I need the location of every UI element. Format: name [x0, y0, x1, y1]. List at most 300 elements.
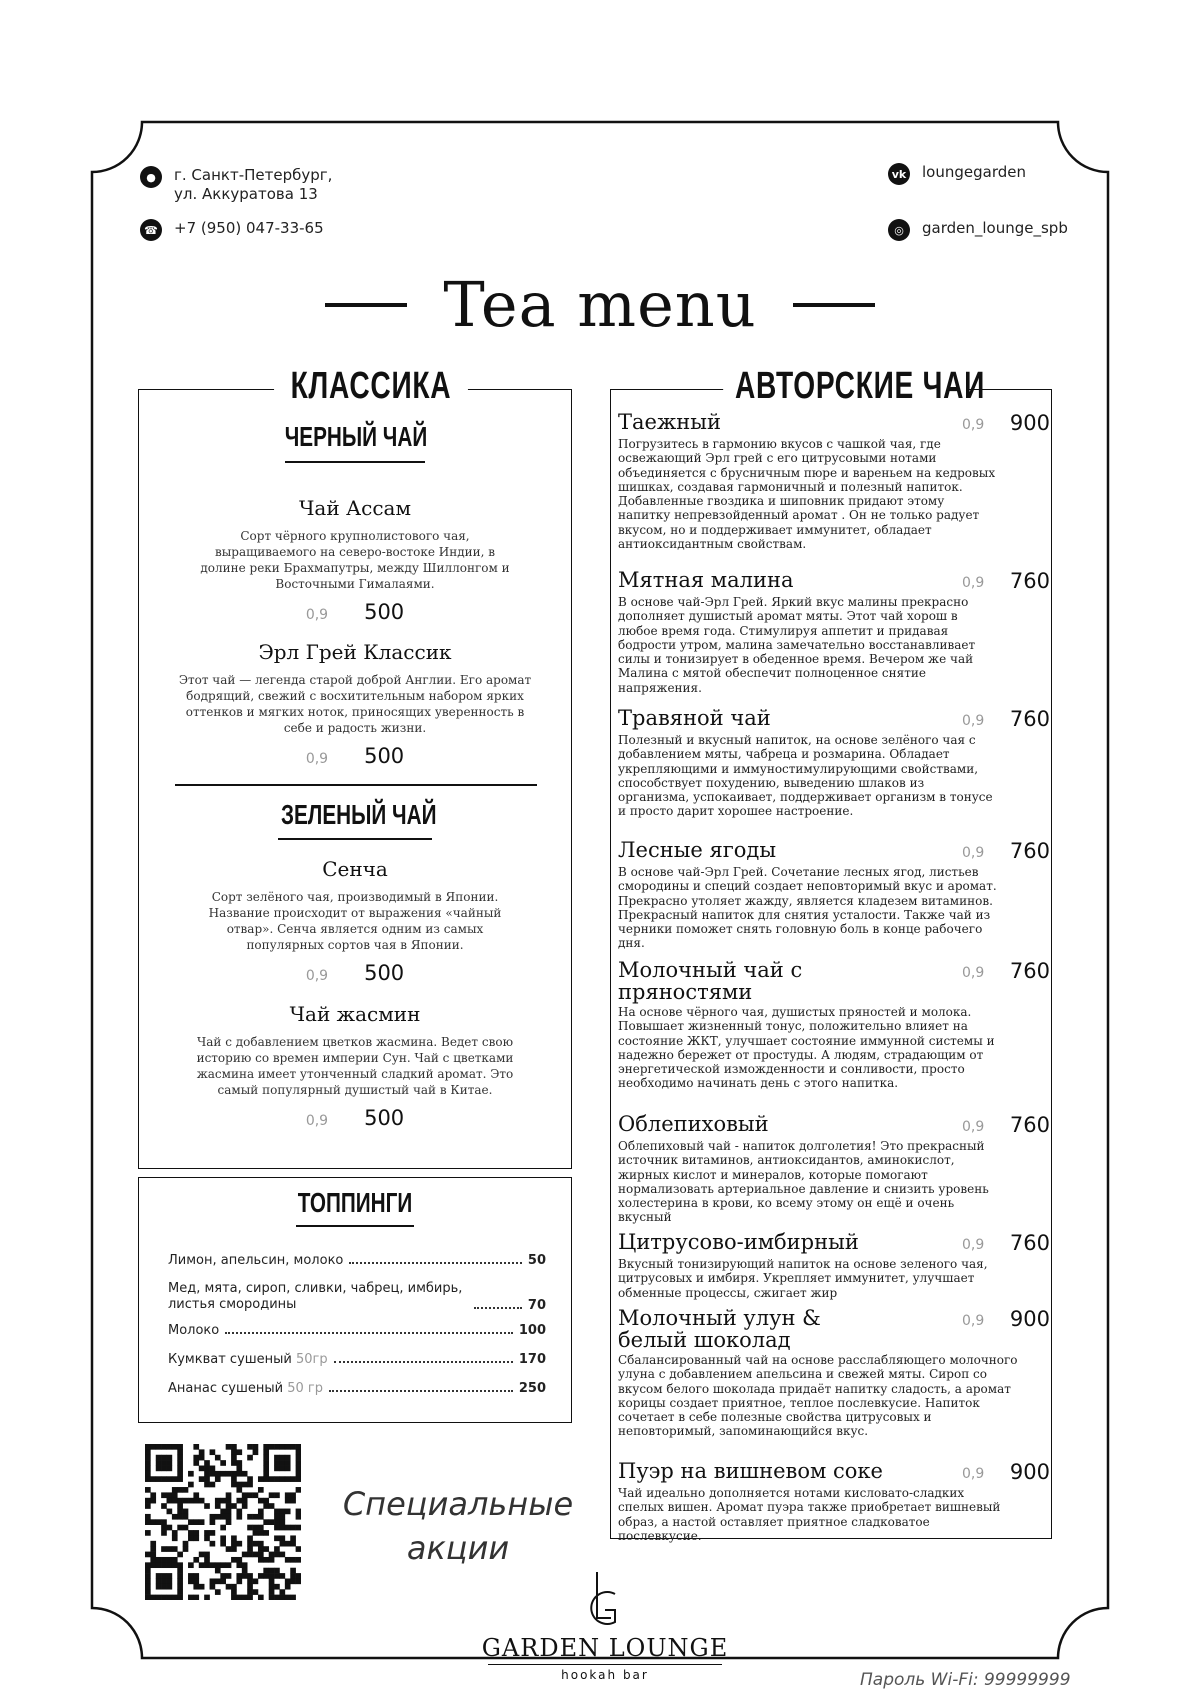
qr-module	[188, 1530, 194, 1536]
qr-module	[269, 1444, 275, 1450]
qr-module	[167, 1562, 173, 1568]
item-price: 760	[1009, 839, 1050, 863]
qr-module	[167, 1509, 173, 1515]
qr-module	[177, 1444, 183, 1450]
author-item-milk-spices	[618, 959, 1050, 1091]
author-heading: АВТОРСКИЕ ЧАИ	[723, 365, 969, 408]
qr-module	[269, 1476, 275, 1482]
qr-module	[296, 1514, 301, 1520]
qr-module	[263, 1444, 269, 1450]
qr-module	[188, 1535, 194, 1541]
qr-module	[285, 1476, 291, 1482]
qr-module	[188, 1573, 194, 1579]
qr-module	[247, 1525, 253, 1531]
qr-module	[183, 1498, 189, 1504]
title-dash-left	[325, 303, 407, 307]
qr-module	[274, 1460, 280, 1466]
qr-module	[172, 1595, 178, 1600]
qr-module	[263, 1455, 269, 1461]
qr-module	[167, 1573, 173, 1579]
qr-module	[253, 1444, 259, 1450]
qr-module	[161, 1476, 167, 1482]
qr-module	[204, 1552, 210, 1558]
qr-module	[258, 1487, 264, 1493]
qr-module	[226, 1584, 232, 1590]
qr-module	[188, 1595, 194, 1600]
item-desc: Чай идеально дополняется нотами кисловато-сладких спелых вишен. Аромат пуэра также приобретает вишневый образ, а настой оставляет приятное сладковатое послевкусие.	[618, 1486, 1001, 1543]
qr-module	[231, 1595, 237, 1600]
qr-module	[274, 1455, 280, 1461]
qr-module	[226, 1503, 232, 1509]
qr-module	[236, 1509, 242, 1515]
qr-module	[161, 1460, 167, 1466]
qr-module	[193, 1455, 199, 1461]
topping-price: 70	[527, 1298, 546, 1313]
qr-module	[188, 1471, 194, 1477]
qr-module	[290, 1573, 296, 1579]
qr-module	[236, 1541, 242, 1547]
qr-module	[274, 1509, 280, 1515]
topping-weight: 50гр	[296, 1352, 328, 1367]
qr-module	[204, 1482, 210, 1488]
qr-module	[290, 1578, 296, 1584]
qr-module	[177, 1578, 183, 1584]
item-price: 900	[1009, 1460, 1050, 1484]
item-volume: 0,9	[305, 1113, 329, 1129]
item-price: 500	[364, 744, 405, 768]
item-name: Молочный чай с пряностями	[618, 958, 803, 1004]
qr-module	[145, 1578, 151, 1584]
qr-module	[279, 1589, 285, 1595]
qr-module	[274, 1519, 280, 1525]
qr-module	[247, 1482, 253, 1488]
qr-module	[215, 1578, 221, 1584]
qr-module	[199, 1466, 205, 1472]
qr-module	[296, 1509, 301, 1515]
qr-module	[247, 1514, 253, 1520]
qr-module	[231, 1449, 237, 1455]
qr-module	[172, 1492, 178, 1498]
qr-module	[220, 1498, 226, 1504]
item-desc: Этот чай — легенда старой доброй Англии. Его аромат бодрящий, свежий с восхитительным набором ярких оттенков и мягких ноток, приносящих уверенность в себе и радость жизни.	[178, 673, 532, 735]
qr-module	[177, 1455, 183, 1461]
qr-code-icon[interactable]	[145, 1444, 301, 1600]
qr-module	[247, 1455, 253, 1461]
qr-module	[215, 1498, 221, 1504]
qr-module	[263, 1471, 269, 1477]
item-volume: 0,9	[962, 575, 985, 591]
qr-module	[269, 1584, 275, 1590]
qr-module	[231, 1476, 237, 1482]
qr-module	[258, 1546, 264, 1552]
qr-module	[279, 1455, 285, 1461]
qr-module	[161, 1466, 167, 1472]
qr-module	[193, 1557, 199, 1563]
item-volume: 0,9	[962, 965, 985, 981]
qr-module	[145, 1503, 151, 1509]
qr-module	[279, 1460, 285, 1466]
qr-module	[161, 1503, 167, 1509]
qr-module	[150, 1519, 156, 1525]
qr-module	[263, 1546, 269, 1552]
qr-module	[177, 1514, 183, 1520]
qr-module	[247, 1578, 253, 1584]
qr-module	[285, 1557, 291, 1563]
qr-module	[274, 1466, 280, 1472]
qr-module	[258, 1476, 264, 1482]
instagram-icon: ◎	[888, 219, 910, 241]
qr-module	[290, 1568, 296, 1574]
qr-module	[220, 1525, 226, 1531]
qr-module	[231, 1503, 237, 1509]
qr-module	[253, 1541, 259, 1547]
qr-module	[269, 1589, 275, 1595]
item-name: Молочный улун & белый шоколад	[618, 1306, 821, 1352]
topping-price: 250	[518, 1381, 546, 1396]
qr-module	[215, 1568, 221, 1574]
qr-module	[177, 1573, 183, 1579]
qr-module	[247, 1589, 253, 1595]
qr-module	[285, 1541, 291, 1547]
qr-module	[296, 1573, 301, 1579]
menu-title-row	[0, 268, 1200, 341]
qr-module	[274, 1514, 280, 1520]
qr-module	[274, 1546, 280, 1552]
qr-module	[215, 1514, 221, 1520]
qr-module	[263, 1503, 269, 1509]
qr-module	[210, 1530, 216, 1536]
qr-module	[145, 1514, 151, 1520]
qr-module	[236, 1514, 242, 1520]
qr-module	[210, 1519, 216, 1525]
black-tea-heading: ЧЕРНЫЙ ЧАЙ	[284, 421, 428, 452]
qr-module	[199, 1455, 205, 1461]
qr-module	[220, 1535, 226, 1541]
qr-module	[220, 1460, 226, 1466]
qr-module	[199, 1476, 205, 1482]
qr-module	[296, 1471, 301, 1477]
qr-module	[258, 1525, 264, 1531]
phone-number[interactable]: +7 (950) 047-33-65	[174, 219, 324, 237]
classic-item-sencha	[130, 857, 580, 985]
wifi-password: Пароль Wi-Fi: 99999999	[860, 1670, 1071, 1690]
qr-module	[193, 1530, 199, 1536]
qr-module	[193, 1498, 199, 1504]
item-name: Эрл Грей Классик	[258, 640, 452, 664]
qr-module	[226, 1573, 232, 1579]
qr-module	[177, 1476, 183, 1482]
qr-module	[145, 1498, 151, 1504]
qr-module	[210, 1562, 216, 1568]
item-name: Чай жасмин	[289, 1002, 421, 1026]
qr-module	[183, 1525, 189, 1531]
qr-module	[210, 1482, 216, 1488]
author-item-puer-cherry	[618, 1460, 1050, 1543]
item-desc: Полезный и вкусный напиток, на основе зелёного чая с добавлением мяты, чабреца и розмарина. Обладает укрепляющими и иммуностимулирующими свойствами, способствует похудению, выведению шлаков из организма, успокаивает, поддерживает организм в тонусе и просто дарит хорошее настроение.	[618, 733, 993, 819]
qr-module	[220, 1573, 226, 1579]
qr-module	[242, 1503, 248, 1509]
classic-item-assam	[130, 496, 580, 624]
qr-module	[193, 1535, 199, 1541]
qr-module	[204, 1503, 210, 1509]
qr-module	[296, 1455, 301, 1461]
qr-module	[226, 1562, 232, 1568]
title-dash-right	[793, 303, 875, 307]
qr-module	[253, 1552, 259, 1558]
qr-module	[236, 1557, 242, 1563]
qr-module	[279, 1444, 285, 1450]
item-name: Лесные ягоды	[618, 838, 777, 862]
item-name: Сенча	[322, 857, 388, 881]
qr-module	[145, 1466, 151, 1472]
qr-module	[204, 1595, 210, 1600]
qr-module	[236, 1578, 242, 1584]
qr-module	[161, 1584, 167, 1590]
item-price: 900	[1009, 411, 1050, 435]
qr-module	[210, 1514, 216, 1520]
qr-module	[145, 1476, 151, 1482]
instagram-handle[interactable]: garden_lounge_spb	[922, 219, 1068, 237]
qr-module	[226, 1514, 232, 1520]
qr-module	[226, 1444, 232, 1450]
qr-module	[193, 1492, 199, 1498]
qr-module	[236, 1460, 242, 1466]
qr-module	[269, 1492, 275, 1498]
qr-module	[242, 1573, 248, 1579]
toppings-heading: ТОППИНГИ	[297, 1187, 413, 1218]
qr-module	[145, 1573, 151, 1579]
qr-module	[167, 1498, 173, 1504]
topping-row	[168, 1281, 546, 1313]
qr-module	[177, 1589, 183, 1595]
qr-module	[188, 1498, 194, 1504]
qr-module	[199, 1498, 205, 1504]
qr-module	[172, 1530, 178, 1536]
qr-module	[188, 1482, 194, 1488]
qr-module	[167, 1444, 173, 1450]
qr-module	[156, 1466, 162, 1472]
qr-module	[145, 1444, 151, 1450]
qr-module	[150, 1541, 156, 1547]
qr-module	[242, 1595, 248, 1600]
item-desc: Погрузитесь в гармонию вкусов с чашкой чая, где освежающий Эрл грей с его цитрусовыми нотами объединяется с брусничным пюре и вареньем на кедровых шишках, создавая гармоничный и полезный напиток. Добавленные гвоздика и шиповник придают этому напитку непревзойденный аромат . Он не только радует вкусом, но и поддерживает иммунитет, обладает антиоксидантным свойствам.	[618, 437, 996, 552]
qr-module	[279, 1514, 285, 1520]
qr-module	[296, 1449, 301, 1455]
qr-module	[242, 1482, 248, 1488]
topping-price: 100	[518, 1323, 546, 1338]
qr-module	[167, 1578, 173, 1584]
qr-module	[285, 1578, 291, 1584]
qr-module	[177, 1562, 183, 1568]
green-tea-heading: ЗЕЛЕНЫЙ ЧАЙ	[281, 799, 437, 830]
author-item-mint-raspberry	[618, 569, 1050, 695]
qr-module	[145, 1449, 151, 1455]
qr-module	[172, 1498, 178, 1504]
qr-module	[285, 1444, 291, 1450]
qr-module	[290, 1541, 296, 1547]
address-line2: ул. Аккуратова 13	[174, 185, 318, 203]
topping-name: Ананас сушеный	[168, 1381, 288, 1396]
item-price: 500	[364, 600, 405, 624]
qr-module	[167, 1460, 173, 1466]
qr-module	[247, 1492, 253, 1498]
qr-module	[199, 1562, 205, 1568]
vk-contact[interactable]	[888, 163, 1026, 185]
qr-module	[226, 1519, 232, 1525]
qr-module	[177, 1552, 183, 1558]
item-desc: Облепиховый чай - напиток долголетия! Это прекрасный источник витаминов, антиоксидантов, аминокислот, жирных кислот и минералов, которые помогают нормализовать артериальное давление и снизить уровень холестерина в крови, ко всему этому он ещё и очень вкусный	[618, 1139, 989, 1225]
topping-row	[168, 1352, 546, 1367]
qr-module	[231, 1535, 237, 1541]
qr-module	[226, 1509, 232, 1515]
qr-module	[258, 1541, 264, 1547]
qr-module	[156, 1476, 162, 1482]
qr-module	[167, 1546, 173, 1552]
qr-module	[161, 1455, 167, 1461]
qr-module	[177, 1487, 183, 1493]
qr-module	[231, 1589, 237, 1595]
qr-module	[247, 1584, 253, 1590]
qr-module	[210, 1541, 216, 1547]
garden-lounge-monogram-icon	[575, 1570, 625, 1634]
qr-module	[156, 1584, 162, 1590]
qr-module	[167, 1492, 173, 1498]
item-desc: Сорт чёрного крупнолистового чая, выращиваемого на северо-востоке Индии, в долине реки Брахмапутры, между Шиллонгом и Восточными Гималаями.	[200, 529, 510, 591]
qr-module	[247, 1476, 253, 1482]
qr-module	[236, 1595, 242, 1600]
qr-module	[285, 1509, 291, 1515]
qr-module	[150, 1546, 156, 1552]
qr-module	[296, 1546, 301, 1552]
qr-module	[242, 1471, 248, 1477]
qr-module	[274, 1568, 280, 1574]
qr-module	[156, 1595, 162, 1600]
qr-module	[145, 1584, 151, 1590]
item-price: 500	[364, 961, 405, 985]
qr-module	[172, 1476, 178, 1482]
qr-module	[183, 1487, 189, 1493]
qr-module	[161, 1444, 167, 1450]
vk-handle[interactable]: loungegarden	[922, 163, 1026, 181]
item-name: Мятная малина	[618, 568, 794, 592]
qr-module	[199, 1449, 205, 1455]
qr-module	[150, 1595, 156, 1600]
qr-module	[177, 1466, 183, 1472]
qr-module	[253, 1578, 259, 1584]
qr-module	[161, 1557, 167, 1563]
qr-module	[236, 1487, 242, 1493]
author-item-herbal	[618, 707, 1050, 819]
topping-name: Мед, мята, сироп, сливки, чабрец, имбирь, листья смородины	[168, 1281, 463, 1312]
qr-module	[204, 1562, 210, 1568]
qr-module	[274, 1552, 280, 1558]
qr-module	[167, 1455, 173, 1461]
qr-module	[150, 1476, 156, 1482]
item-desc: В основе чай-Эрл Грей. Яркий вкус малины прекрасно дополняет душистый аромат мяты. Этот чай хорош в любое время года. Стимулируя аппетит и придавая бодрости утром, малина замечательно восстанавливает силы и тонизирует в обеденное время. Вечером же чай Малина с мятой обеспечит полноценное снятие напряжения.	[618, 595, 976, 695]
qr-module	[145, 1562, 151, 1568]
qr-module	[220, 1541, 226, 1547]
qr-module	[290, 1444, 296, 1450]
item-volume: 0,9	[305, 607, 329, 623]
qr-module	[296, 1476, 301, 1482]
item-volume: 0,9	[305, 751, 329, 767]
qr-module	[231, 1460, 237, 1466]
qr-module	[290, 1535, 296, 1541]
qr-module	[296, 1460, 301, 1466]
toppings-underline	[296, 1225, 414, 1227]
qr-module	[215, 1476, 221, 1482]
qr-module	[145, 1595, 151, 1600]
item-volume: 0,9	[962, 417, 985, 433]
qr-module	[161, 1525, 167, 1531]
instagram-contact[interactable]	[888, 219, 1068, 241]
qr-module	[296, 1466, 301, 1472]
qr-module	[204, 1557, 210, 1563]
qr-module	[253, 1589, 259, 1595]
author-item-taiga	[618, 411, 1050, 551]
qr-module	[274, 1584, 280, 1590]
qr-module	[285, 1455, 291, 1461]
author-item-citrus-ginger	[618, 1231, 1050, 1300]
brand-name: GARDEN LOUNGE	[481, 1634, 729, 1662]
qr-module	[279, 1595, 285, 1600]
qr-module	[177, 1503, 183, 1509]
item-price: 500	[364, 1106, 405, 1130]
qr-module	[236, 1482, 242, 1488]
item-volume: 0,9	[962, 1119, 985, 1135]
qr-module	[172, 1557, 178, 1563]
item-name: Чай Ассам	[298, 496, 412, 520]
item-volume: 0,9	[962, 1237, 985, 1253]
qr-module	[269, 1568, 275, 1574]
qr-module	[167, 1584, 173, 1590]
qr-module	[167, 1557, 173, 1563]
qr-module	[236, 1466, 242, 1472]
item-price: 900	[1009, 1307, 1050, 1331]
qr-module	[296, 1557, 301, 1563]
qr-module	[263, 1519, 269, 1525]
qr-module	[150, 1552, 156, 1558]
qr-module	[156, 1455, 162, 1461]
qr-module	[236, 1573, 242, 1579]
qr-module	[258, 1514, 264, 1520]
brand-sub: hookah bar	[561, 1668, 649, 1682]
qr-module	[296, 1525, 301, 1531]
item-volume: 0,9	[962, 1466, 985, 1482]
section-divider	[175, 784, 537, 786]
qr-module	[274, 1476, 280, 1482]
item-price: 760	[1009, 1231, 1050, 1255]
item-name: Травяной чай	[618, 706, 771, 730]
item-desc: В основе чай-Эрл Грей. Сочетание лесных ягод, листьев смородины и специй создает неповторимый вкус и аромат. Прекрасно утоляет жажду, является кладезем витаминов. Прекрасный напиток для снятия усталости. Также чай из черники поможет снять головную боль в конце рабочего дня.	[618, 865, 997, 951]
qr-module	[279, 1525, 285, 1531]
author-item-milk-oolong	[618, 1307, 1050, 1439]
promo-line1: Специальные	[342, 1485, 574, 1523]
special-offers	[318, 1482, 598, 1570]
qr-module	[177, 1584, 183, 1590]
item-desc: Сорт зелёного чая, производимый в Японии. Название происходит от выражения «чайный отвар». Сенча является одним из самых популярных сортов чая в Японии.	[208, 890, 502, 952]
qr-module	[172, 1514, 178, 1520]
qr-module	[274, 1595, 280, 1600]
phone-contact[interactable]	[140, 219, 324, 241]
qr-module	[263, 1498, 269, 1504]
qr-module	[269, 1557, 275, 1563]
qr-module	[210, 1466, 216, 1472]
qr-module	[242, 1492, 248, 1498]
qr-module	[220, 1514, 226, 1520]
item-desc: Сбалансированный чай на основе расслабляющего молочного улуна с добавлением апельсина и свежей мяты. Сироп со вкусом белого шоколада придаёт напитку сладость, а аромат корицы создает приятное, теплое послевкусие. Напиток сочетает в себе полезные свойства цитрусовых и неповторимый, запоминающийся вкус.	[618, 1353, 1018, 1439]
author-item-forest-berries	[618, 839, 1050, 951]
